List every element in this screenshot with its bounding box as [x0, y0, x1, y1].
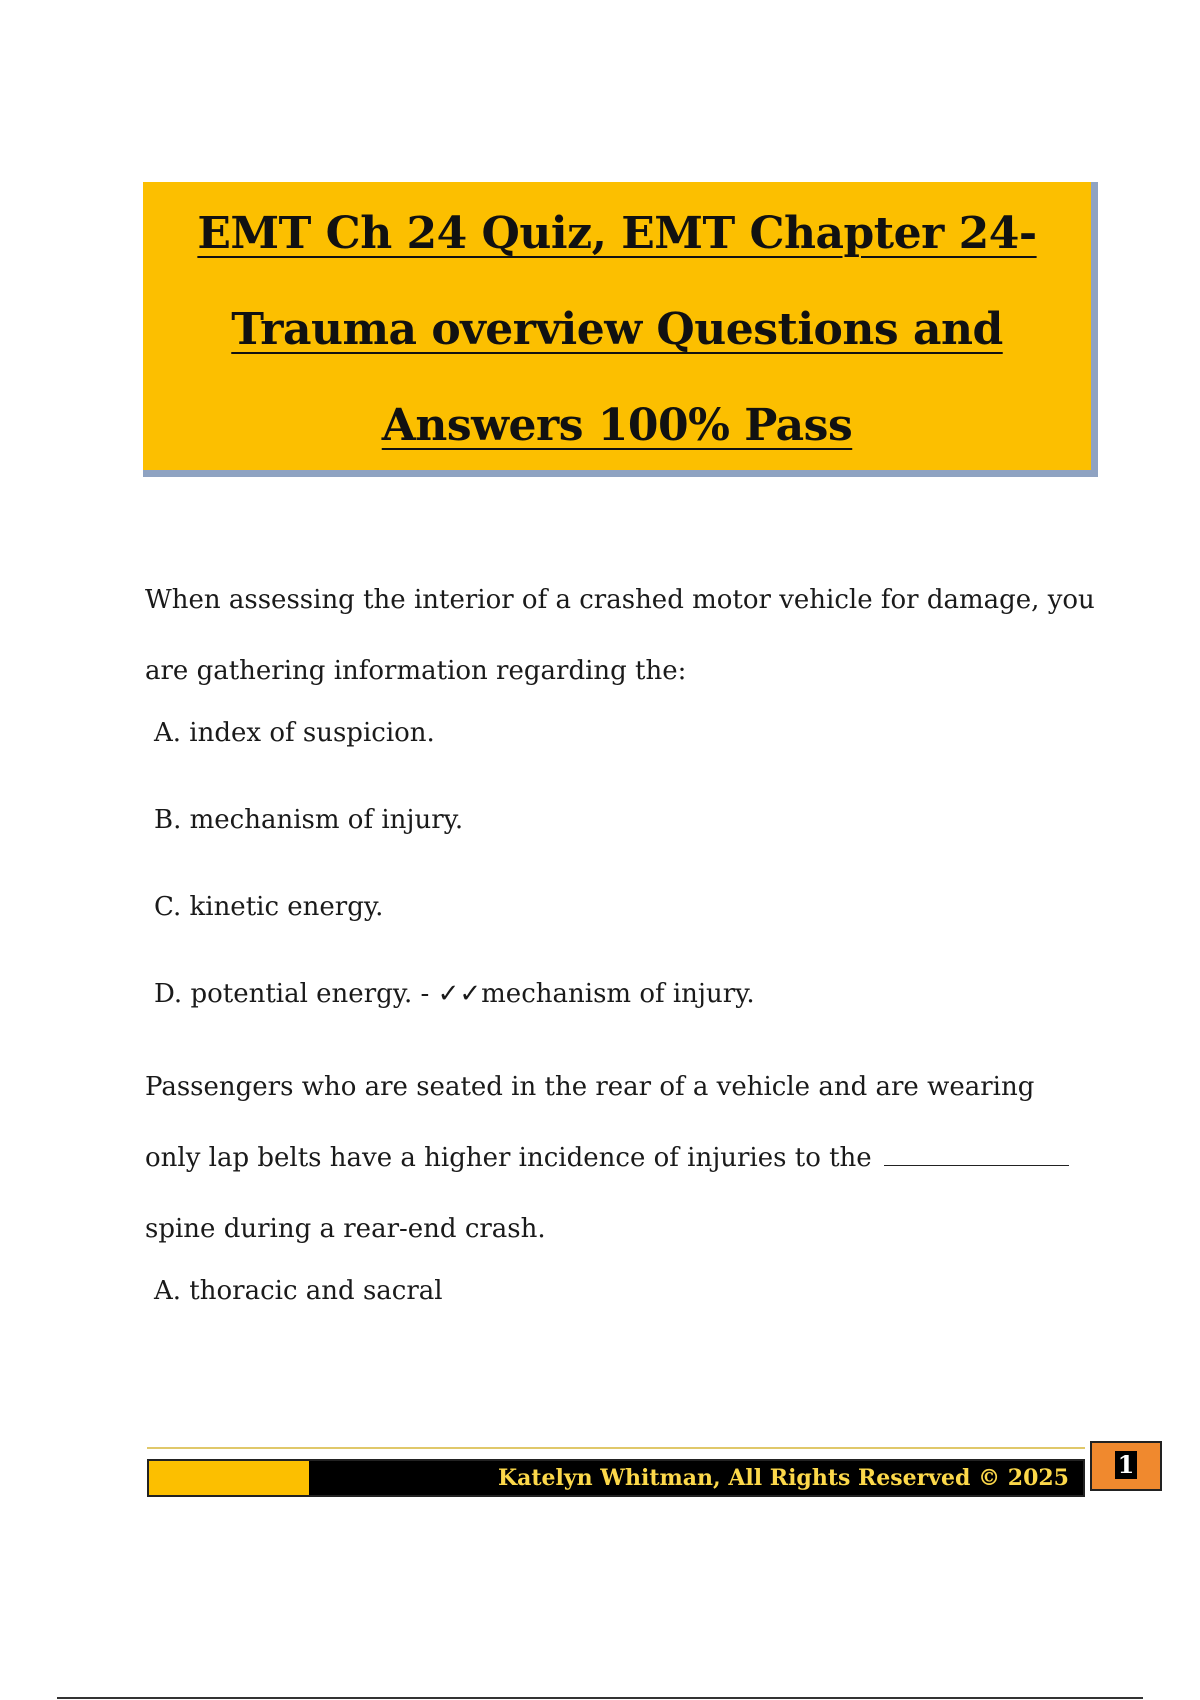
title-line-3: Answers 100% Pass	[381, 400, 853, 451]
title-line-1: EMT Ch 24 Quiz, EMT Chapter 24-	[197, 208, 1037, 259]
page-bottom-rule	[57, 1697, 1143, 1699]
title-line-2: Trauma overview Questions and	[231, 304, 1003, 355]
footer-copyright: Katelyn Whitman, All Rights Reserved © 2025	[497, 1465, 1069, 1491]
title-banner	[143, 182, 1098, 477]
question-1-option-d-label: D. potential energy. -	[154, 979, 430, 1009]
page-number-badge	[1090, 1441, 1162, 1491]
footer-divider	[147, 1447, 1085, 1449]
document-body	[145, 565, 1095, 1360]
checkmark-icon: ✓✓	[437, 979, 482, 1009]
question-1-option-a: A. index of suspicion.	[154, 718, 435, 748]
question-1-answer: mechanism of injury.	[481, 979, 755, 1009]
question-1-option-d	[154, 976, 1095, 1012]
answer-blank	[884, 1145, 1069, 1166]
footer-bar	[147, 1459, 1085, 1497]
question-1-option-c: C. kinetic energy.	[154, 892, 384, 922]
question-2-option-a: A. thoracic and sacral	[154, 1276, 443, 1306]
question-2-text-after: spine during a rear-end crash.	[145, 1214, 546, 1244]
question-1-text: When assessing the interior of a crashed motor vehicle for damage, you are gathering information regarding the:	[145, 585, 1095, 686]
question-2-text-before: Passengers who are seated in the rear of a vehicle and are wearing only lap belts have a higher incidence of injuries to the	[145, 1072, 1035, 1173]
question-1-option-b: B. mechanism of injury.	[154, 805, 464, 835]
question-2-text	[145, 1052, 1095, 1265]
footer-copyright-box	[309, 1461, 1083, 1495]
page-number: 1	[1115, 1451, 1138, 1479]
